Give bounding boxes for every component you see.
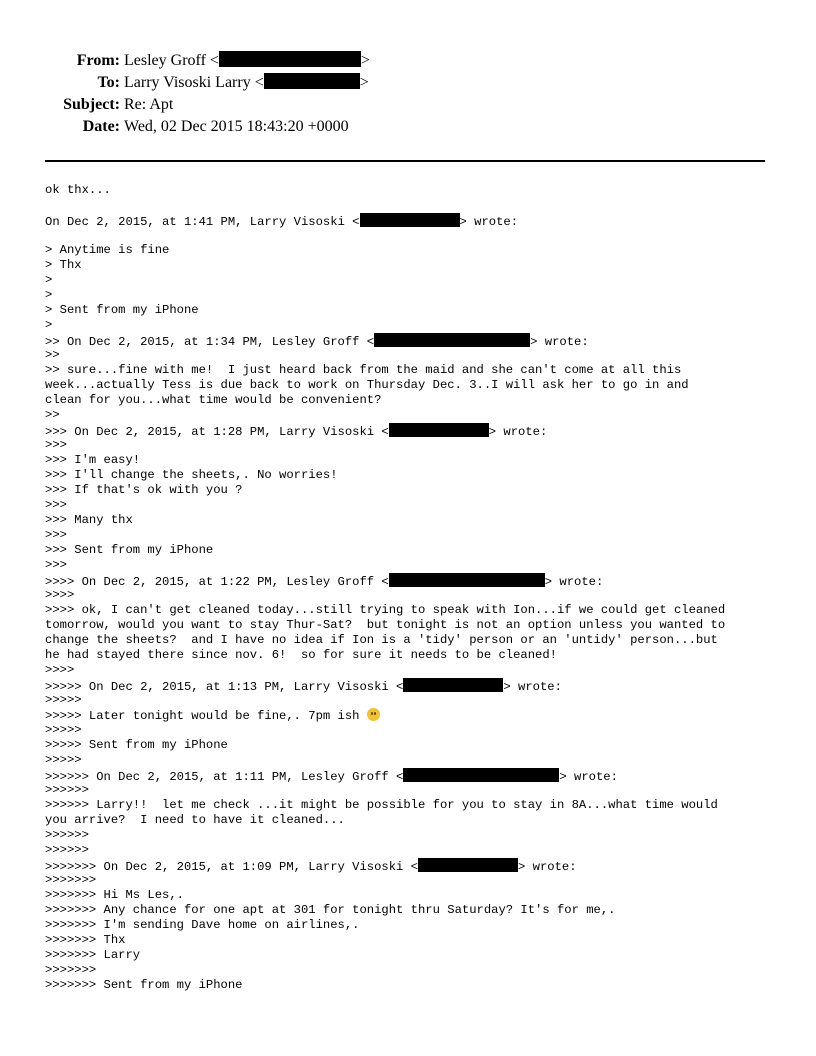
body-line: > [45,288,53,302]
body-line: >>>>>>> [45,963,97,977]
attribution-end: > wrote: [488,425,548,439]
header-divider [45,160,765,162]
attribution-end: > wrote: [518,860,577,874]
redaction-bar [389,573,545,587]
body-line: >>>> ok, I can't get cleaned today...still trying to speak with Ion...if we could get cleaned [45,603,726,617]
body-line: >>>>> [45,723,82,737]
redaction-bar [360,213,460,227]
from-label: From: [76,52,120,69]
redaction-bar [403,678,503,692]
body-line: >> [45,408,60,422]
quote-attribution [45,678,785,693]
body-line: >>>>>>> Thx [45,933,126,947]
email-header [0,50,816,138]
attribution-text: >>>> On Dec 2, 2015, at 1:22 PM, Lesley Groff < [45,575,389,589]
quote-attribution [45,423,785,438]
attribution-text: >>> On Dec 2, 2015, at 1:28 PM, Larry Visoski < [45,425,389,439]
attribution-text: On Dec 2, 2015, at 1:41 PM, Larry Visoski < [45,215,360,229]
from-row [0,50,816,72]
attribution-text: >> On Dec 2, 2015, at 1:34 PM, Lesley Groff < [45,335,375,349]
body-line: >>> I'll change the sheets,. No worries! [45,468,338,482]
body-line: >>>>> [45,753,82,767]
redaction-bar [264,73,360,89]
body-line: >>>>>> [45,783,89,797]
to-name: Larry Visoski Larry < [124,74,264,91]
body-line: >>>>> [45,693,82,707]
to-row [0,72,816,94]
body-line: >>> If that's ok with you ? [45,483,243,497]
body-line: >>>>>>> Sent from my iPhone [45,978,243,992]
from-value [124,50,370,72]
body-line: >>>>>> [45,828,89,842]
body-line: > Thx [45,258,82,272]
body-line: >> sure...fine with me! I just heard back from the maid and she can't come at all this [45,363,682,377]
quote-attribution [45,573,785,588]
body-line: change the sheets? and I have no idea if Ion is a 'tidy' person or an 'untidy' person...but [45,633,718,647]
body-line: clean for you...what time would be convenient? [45,393,382,407]
quote-attribution [45,333,785,348]
blank-line [45,198,785,213]
quote-attribution [45,213,785,228]
body-line: he had stayed there since nov. 6! so for sure it needs to be cleaned! [45,648,557,662]
body-line: > [45,273,53,287]
quote-attribution [45,858,785,873]
body-line: >>>>>> [45,843,89,857]
body-line: >>>>> Sent from my iPhone [45,738,228,752]
body-line: >>>>>> Larry!! let me check ...it might be possible for you to stay in 8A...what time would [45,798,718,812]
redaction-bar [219,51,361,67]
date-value: Wed, 02 Dec 2015 18:43:20 +0000 [124,118,349,135]
body-line: week...actually Tess is due back to work on Thursday Dec. 3..I will ask her to go in and [45,378,689,392]
body-line: >>>> [45,588,75,602]
attribution-end: > wrote: [530,335,589,349]
attribution-end: > wrote: [559,770,618,784]
date-row [0,116,816,138]
redaction-bar [403,768,559,782]
body-line: >>> [45,528,67,542]
body-line: ok thx... [45,183,111,197]
from-close: > [360,52,370,69]
body-line: >> [45,348,60,362]
quote-attribution [45,768,785,783]
blank-line [45,228,785,243]
to-value [124,72,369,94]
body-line: >>> [45,558,67,572]
redaction-bar [374,333,530,347]
subject-label: Subject: [63,96,120,113]
email-body [45,183,785,993]
date-label: Date: [82,118,120,135]
attribution-text: >>>>>> On Dec 2, 2015, at 1:11 PM, Lesley Groff < [45,770,404,784]
attribution-end: > wrote: [503,680,562,694]
body-line: >>> Sent from my iPhone [45,543,214,557]
redaction-bar [418,858,518,872]
body-line: >>> I'm easy! [45,453,141,467]
body-line: >>>>>>> Hi Ms Les,. [45,888,184,902]
body-line: >>> [45,498,67,512]
body-line: > Sent from my iPhone [45,303,199,317]
grimace-emoji-icon [367,708,380,721]
body-line: >>>>>>> I'm sending Dave home on airlines,. [45,918,360,932]
body-line: > Anytime is fine [45,243,170,257]
attribution-text: >>>>> On Dec 2, 2015, at 1:13 PM, Larry Visoski < [45,680,404,694]
attribution-end: > wrote: [544,575,604,589]
body-text: >>>>> Later tonight would be fine,. 7pm ish [45,709,367,723]
to-label: To: [97,74,120,91]
attribution-end: > wrote: [459,215,519,229]
redaction-bar [389,423,489,437]
body-line: >>> Many thx [45,513,133,527]
body-line: >>>>>>> Any chance for one apt at 301 for tonight thru Saturday? It's for me,. [45,903,616,917]
body-line: >>>>>>> Larry [45,948,141,962]
body-line: >>>>>>> [45,873,97,887]
body-line: >>>> [45,663,75,677]
from-name: Lesley Groff < [124,52,219,69]
body-line: you arrive? I need to have it cleaned... [45,813,345,827]
body-line: tomorrow, would you want to stay Thur-Sat? but tonight is not an option unless you wanted to [45,618,726,632]
to-close: > [359,74,369,91]
body-line: > [45,318,53,332]
subject-row [0,94,816,116]
body-line [45,708,785,723]
attribution-text: >>>>>>> On Dec 2, 2015, at 1:09 PM, Larry Visoski < [45,860,418,874]
subject-value: Re: Apt [124,96,174,113]
body-line: >>> [45,438,67,452]
